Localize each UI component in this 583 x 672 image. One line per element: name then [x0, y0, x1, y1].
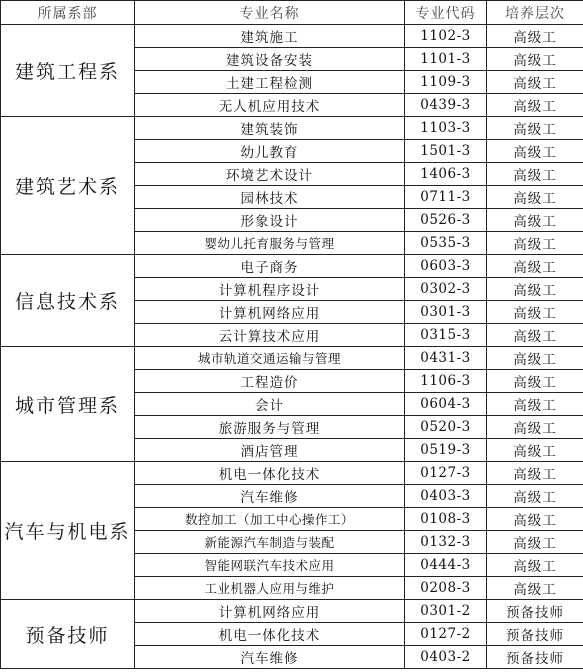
table-row [1, 117, 583, 140]
major-name-cell: 计算机网络应用 [135, 600, 405, 623]
major-name-cell: 建筑施工 [135, 25, 405, 48]
major-name-cell: 计算机程序设计 [135, 278, 405, 301]
major-name-cell: 计算机网络应用 [135, 301, 405, 324]
major-name-cell: 数控加工（加工中心操作工） [135, 508, 405, 531]
training-level-cell: 预备技师 [487, 623, 583, 646]
training-level-cell: 高级工 [487, 301, 583, 324]
training-level-cell: 高级工 [487, 554, 583, 577]
header-row [1, 1, 583, 25]
major-name-cell: 机电一体化技术 [135, 462, 405, 485]
major-code-cell: 0603-3 [405, 255, 487, 278]
major-code-cell: 0302-3 [405, 278, 487, 301]
major-code-cell: 1101-3 [405, 48, 487, 71]
major-code-cell: 1501-3 [405, 140, 487, 163]
training-level-cell: 预备技师 [487, 600, 583, 623]
major-code-cell: 0431-3 [405, 347, 487, 370]
training-level-cell: 高级工 [487, 255, 583, 278]
major-name-cell: 机电一体化技术 [135, 623, 405, 646]
major-code-cell: 1106-3 [405, 370, 487, 393]
major-code-cell: 0526-3 [405, 209, 487, 232]
major-code-cell: 0127-3 [405, 462, 487, 485]
training-level-cell: 高级工 [487, 531, 583, 554]
major-code-cell: 1406-3 [405, 163, 487, 186]
major-code-cell: 1109-3 [405, 71, 487, 94]
major-code-cell: 0444-3 [405, 554, 487, 577]
major-name-cell: 园林技术 [135, 186, 405, 209]
training-level-cell: 高级工 [487, 48, 583, 71]
table-row [1, 462, 583, 485]
major-name-cell: 环境艺术设计 [135, 163, 405, 186]
training-level-cell: 高级工 [487, 163, 583, 186]
header-major: 专业名称 [135, 1, 405, 25]
major-code-cell: 1102-3 [405, 25, 487, 48]
department-cell: 信息技术系 [1, 255, 135, 347]
training-level-cell: 高级工 [487, 209, 583, 232]
table-row [1, 25, 583, 48]
major-name-cell: 会计 [135, 393, 405, 416]
major-code-cell: 0403-3 [405, 485, 487, 508]
major-code-cell: 0604-3 [405, 393, 487, 416]
major-name-cell: 婴幼儿托育服务与管理 [135, 232, 405, 255]
major-name-cell: 城市轨道交通运输与管理 [135, 347, 405, 370]
department-cell: 建筑艺术系 [1, 117, 135, 255]
training-level-cell: 预备技师 [487, 646, 583, 669]
major-code-cell: 0439-3 [405, 94, 487, 117]
major-name-cell: 智能网联汽车技术应用 [135, 554, 405, 577]
training-level-cell: 高级工 [487, 232, 583, 255]
major-name-cell: 汽车维修 [135, 646, 405, 669]
major-code-cell: 0520-3 [405, 416, 487, 439]
training-level-cell: 高级工 [487, 508, 583, 531]
major-code-cell: 0127-2 [405, 623, 487, 646]
major-code-cell: 1103-3 [405, 117, 487, 140]
major-code-cell: 0208-3 [405, 577, 487, 600]
major-name-cell: 新能源汽车制造与装配 [135, 531, 405, 554]
department-cell: 预备技师 [1, 600, 135, 669]
major-name-cell: 幼儿教育 [135, 140, 405, 163]
training-level-cell: 高级工 [487, 439, 583, 462]
training-level-cell: 高级工 [487, 71, 583, 94]
training-level-cell: 高级工 [487, 324, 583, 347]
major-name-cell: 土建工程检测 [135, 71, 405, 94]
training-level-cell: 高级工 [487, 117, 583, 140]
major-name-cell: 工程造价 [135, 370, 405, 393]
department-cell: 建筑工程系 [1, 25, 135, 117]
major-code-cell: 0301-2 [405, 600, 487, 623]
major-name-cell: 无人机应用技术 [135, 94, 405, 117]
major-code-cell: 0519-3 [405, 439, 487, 462]
major-code-cell: 0403-2 [405, 646, 487, 669]
training-level-cell: 高级工 [487, 278, 583, 301]
training-level-cell: 高级工 [487, 416, 583, 439]
major-code-cell: 0535-3 [405, 232, 487, 255]
major-code-cell: 0711-3 [405, 186, 487, 209]
department-cell: 城市管理系 [1, 347, 135, 462]
table-row [1, 255, 583, 278]
major-name-cell: 汽车维修 [135, 485, 405, 508]
training-level-cell: 高级工 [487, 462, 583, 485]
major-name-cell: 旅游服务与管理 [135, 416, 405, 439]
major-code-cell: 0301-3 [405, 301, 487, 324]
training-level-cell: 高级工 [487, 577, 583, 600]
department-cell: 汽车与机电系 [1, 462, 135, 600]
major-name-cell: 工业机器人应用与维护 [135, 577, 405, 600]
training-level-cell: 高级工 [487, 140, 583, 163]
major-code-cell: 0108-3 [405, 508, 487, 531]
training-level-cell: 高级工 [487, 485, 583, 508]
header-code: 专业代码 [405, 1, 487, 25]
major-name-cell: 形象设计 [135, 209, 405, 232]
training-level-cell: 高级工 [487, 347, 583, 370]
major-name-cell: 云计算技术应用 [135, 324, 405, 347]
major-code-cell: 0132-3 [405, 531, 487, 554]
training-level-cell: 高级工 [487, 393, 583, 416]
training-level-cell: 高级工 [487, 94, 583, 117]
major-name-cell: 电子商务 [135, 255, 405, 278]
training-level-cell: 高级工 [487, 25, 583, 48]
header-level: 培养层次 [487, 1, 583, 25]
training-level-cell: 高级工 [487, 370, 583, 393]
training-level-cell: 高级工 [487, 186, 583, 209]
header-dept: 所属系部 [1, 1, 135, 25]
table-row [1, 347, 583, 370]
table-body [1, 25, 583, 669]
major-name-cell: 建筑设备安装 [135, 48, 405, 71]
major-name-cell: 酒店管理 [135, 439, 405, 462]
major-name-cell: 建筑装饰 [135, 117, 405, 140]
major-code-cell: 0315-3 [405, 324, 487, 347]
table-row [1, 600, 583, 623]
